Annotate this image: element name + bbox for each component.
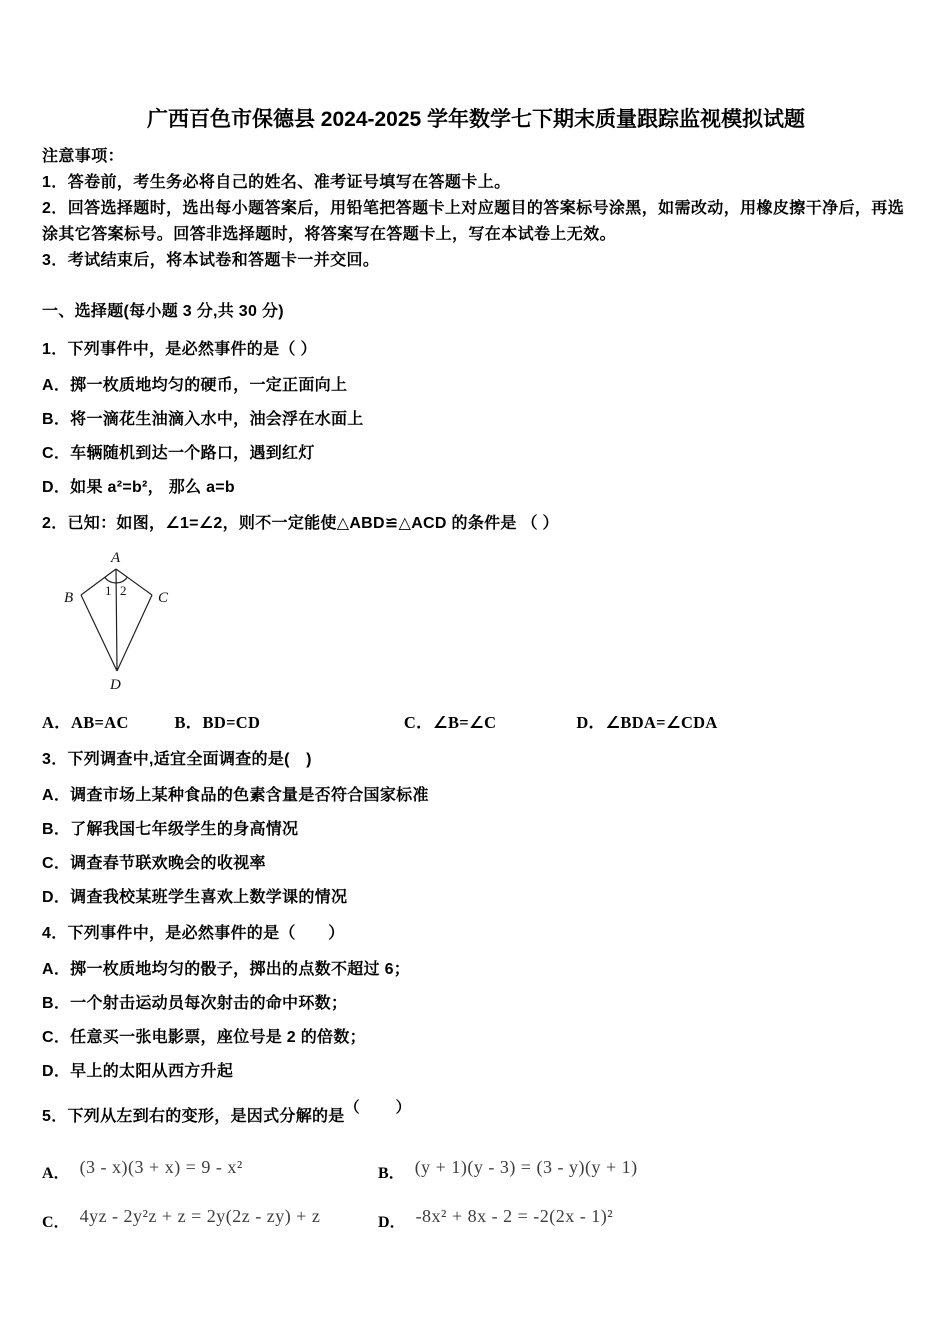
question-5-option-d xyxy=(378,1204,614,1231)
question-4-option-a: A．掷一枚质地均匀的骰子，掷出的点数不超过 6； xyxy=(42,961,411,978)
option-letter-a: A． xyxy=(42,1165,70,1182)
kite-triangle-figure xyxy=(54,544,189,699)
question-3-option-d: D．调查我校某班学生喜欢上数学课的情况 xyxy=(42,889,348,906)
vertex-label-D: D xyxy=(110,677,121,693)
question-4-stem: 4．下列事件中，是必然事件的是（ ） xyxy=(42,925,345,942)
question-1 xyxy=(42,338,910,498)
question-5-options-row-2 xyxy=(42,1204,910,1231)
option-letter-d: D． xyxy=(378,1214,406,1231)
question-1-option-c: C．车辆随机到达一个路口，遇到红灯 xyxy=(42,445,315,462)
vertex-label-A: A xyxy=(111,550,121,566)
option-letter-b: B． xyxy=(378,1165,405,1182)
question-2-option-a: A．AB=AC xyxy=(42,713,129,732)
option-formula-d: -8x² + 8x - 2 = -2(2x - 1)² xyxy=(415,1206,614,1226)
question-3-option-b: B．了解我国七年级学生的身高情况 xyxy=(42,821,299,838)
option-letter-c: C． xyxy=(42,1214,70,1231)
angle-label-1: 1 xyxy=(105,583,112,598)
notice-section xyxy=(42,144,910,274)
question-5-options-row-1 xyxy=(42,1155,910,1182)
question-4-option-b: B．一个射击运动员每次射击的命中环数； xyxy=(42,995,348,1012)
question-1-option-b: B．将一滴花生油滴入水中，油会浮在水面上 xyxy=(42,411,364,428)
question-2-option-b: B．BD=CD xyxy=(174,713,261,732)
question-1-option-a: A．掷一枚质地均匀的硬币，一定正面向上 xyxy=(42,377,348,394)
notice-item-1: 1．答卷前，考生务必将自己的姓名、准考证号填写在答题卡上。 xyxy=(42,174,511,191)
section-one-heading: 一、选择题(每小题 3 分,共 30 分) xyxy=(42,303,284,320)
question-2-stem: 2．已知：如图，∠1=∠2，则不一定能使△ABD≌△ACD 的条件是 （ ） xyxy=(42,515,559,532)
notice-item-3: 3．考试结束后，将本试卷和答题卡一并交回。 xyxy=(42,252,380,269)
question-3-option-a: A．调查市场上某种食品的色素含量是否符合国家标准 xyxy=(42,787,429,804)
angle-label-2: 2 xyxy=(120,583,127,598)
option-formula-c: 4yz - 2y²z + z = 2y(2z - zy) + z xyxy=(79,1206,321,1226)
question-5-option-a xyxy=(42,1155,378,1182)
question-5-answer-bracket: （ ） xyxy=(344,1099,413,1116)
page-title: 广西百色市保德县 2024-2025 学年数学七下期末质量跟踪监视模拟试题 xyxy=(146,108,806,131)
question-2-option-d: D．∠BDA=∠CDA xyxy=(576,713,718,732)
question-2-option-c: C．∠B=∠C xyxy=(403,713,497,732)
notice-heading: 注意事项： xyxy=(42,148,125,165)
option-formula-b: (y + 1)(y - 3) = (3 - y)(y + 1) xyxy=(414,1157,638,1177)
question-5-stem-text: 5．下列从左到右的变形，是因式分解的是 xyxy=(42,1108,345,1125)
notice-item-2: 2．回答选择题时，选出每小题答案后，用铅笔把答题卡上对应题目的答案标号涂黑，如需改动，用橡皮擦干净后，再选涂其它答案标号。回答非选择题时，将答案写在答题卡上，写在本试卷上无效。 xyxy=(42,200,905,243)
edge-BD xyxy=(81,595,117,671)
question-2-options-row xyxy=(42,712,910,734)
edge-AD xyxy=(116,569,117,671)
question-5-option-b xyxy=(378,1155,638,1182)
question-4-option-c: C．任意买一张电影票，座位号是 2 的倍数； xyxy=(42,1029,366,1046)
vertex-label-B: B xyxy=(64,590,74,606)
question-3-stem: 3．下列调查中,适宜全面调查的是( ) xyxy=(42,751,312,768)
question-5-option-c xyxy=(42,1204,378,1231)
vertex-label-C: C xyxy=(158,590,169,606)
question-2 xyxy=(42,512,910,734)
question-1-option-d: D．如果 a²=b²， 那么 a=b xyxy=(42,479,235,496)
option-formula-a: (3 - x)(3 + x) = 9 - x² xyxy=(79,1157,243,1177)
question-5 xyxy=(42,1096,910,1231)
question-2-figure xyxy=(54,544,910,704)
question-1-stem: 1．下列事件中，是必然事件的是（ ） xyxy=(42,341,317,358)
question-3 xyxy=(42,748,910,908)
question-3-option-c: C．调查春节联欢晚会的收视率 xyxy=(42,855,266,872)
question-4-option-d: D．早上的太阳从西方升起 xyxy=(42,1063,234,1080)
question-4 xyxy=(42,922,910,1082)
edge-CD xyxy=(117,595,152,671)
question-5-stem xyxy=(42,1096,910,1129)
